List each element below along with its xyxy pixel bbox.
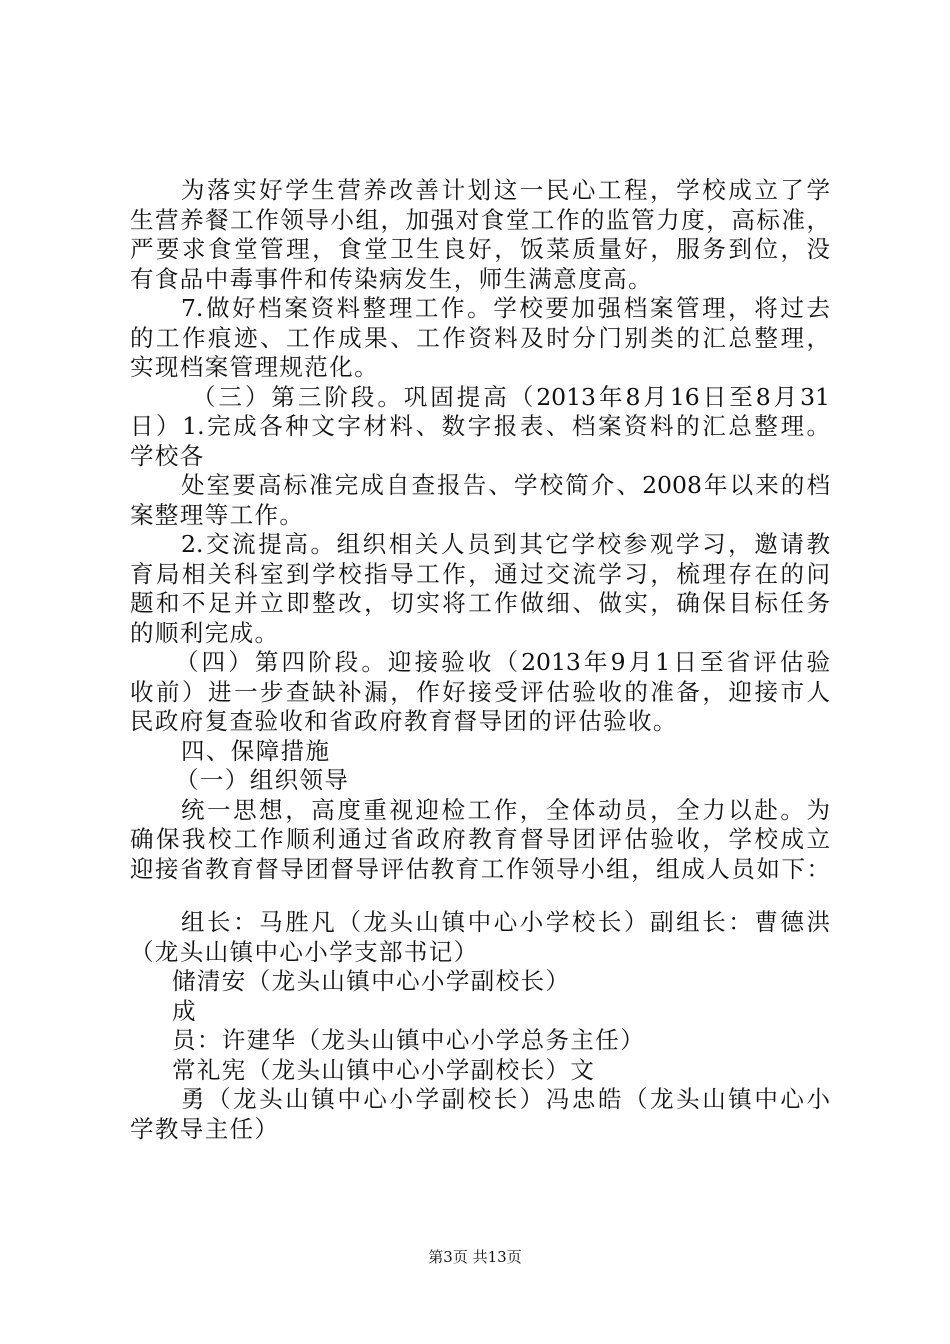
text-line: 储清安（龙头山镇中心小学副校长） [172, 967, 571, 995]
text-line: 有食品中毒事件和传染病发生，师生满意度高。 [130, 264, 653, 293]
text-line: 确保我校工作顺利通过省政府教育督导团评估验收，学校成立 [130, 825, 830, 853]
subsection-heading: （一）组织领导 [175, 766, 350, 794]
text-line: 育局相关科室到学校指导工作，通过交流学习，梳理存在的问 [130, 559, 830, 588]
text-line: （龙头山镇中心小学支部书记） [130, 937, 479, 966]
text-line: 统一思想，高度重视迎检工作，全体动员，全力以赴。为 [181, 795, 830, 824]
text-line: 学教导主任） [130, 1114, 280, 1143]
text-line: 的顺利完成。 [130, 618, 280, 647]
text-line: 严要求食堂管理，食堂卫生良好，饭菜质量好，服务到位，没 [130, 235, 830, 263]
text-line: 学校各 [130, 441, 205, 470]
text-line: （四）第四阶段。迎接验收（2013年9月1日至省评估验 [175, 648, 830, 676]
text-line: 2.交流提高。组织相关人员到其它学校参观学习，邀请教 [181, 530, 830, 558]
text-line: （三）第三阶段。巩固提高（2013年8月16日至8月31 [192, 382, 830, 411]
text-line: 勇（龙头山镇中心小学副校长）冯忠皓（龙头山镇中心小 [181, 1085, 830, 1113]
text-line: 收前）进一步查缺补漏，作好接受评估验收的准备，迎接市人 [130, 677, 830, 706]
text-line: 日）1.完成各种文字材料、数字报表、档案资料的汇总整理。 [130, 412, 830, 440]
section-heading: 四、保障措施 [181, 736, 331, 765]
text-line: 实现档案管理规范化。 [130, 353, 379, 381]
text-line: 7.做好档案资料整理工作。学校要加强档案管理，将过去 [181, 294, 830, 322]
text-line: 为落实好学生营养改善计划这一民心工程，学校成立了学 [181, 176, 830, 204]
text-line: 的工作痕迹、工作成果、工作资料及时分门别类的汇总整理， [130, 323, 830, 352]
document-body [130, 176, 830, 1144]
text-line: 民政府复查验收和省政府教育督导团的评估验收。 [130, 707, 678, 735]
text-line: 成 [172, 996, 197, 1025]
text-line: 案整理等工作。 [130, 500, 305, 529]
text-line: 员：许建华（龙头山镇中心小学总务主任） [172, 1026, 646, 1054]
text-line: 生营养餐工作领导小组，加强对食堂工作的监管力度，高标准， [130, 205, 830, 234]
page-number-footer: 第3页 共13页 [428, 1248, 522, 1266]
text-line: 组长：马胜凡（龙头山镇中心小学校长）副组长：曹德洪 [181, 908, 830, 936]
text-line: 题和不足并立即整改，切实将工作做细、做实，确保目标任务 [130, 589, 830, 617]
text-line: 常礼宪（龙头山镇中心小学副校长）文 [172, 1055, 596, 1084]
text-line: 迎接省教育督导团督导评估教育工作领导小组，组成人员如下： [130, 854, 830, 883]
text-line: 处室要高标准完成自查报告、学校简介、2008年以来的档 [181, 471, 830, 499]
